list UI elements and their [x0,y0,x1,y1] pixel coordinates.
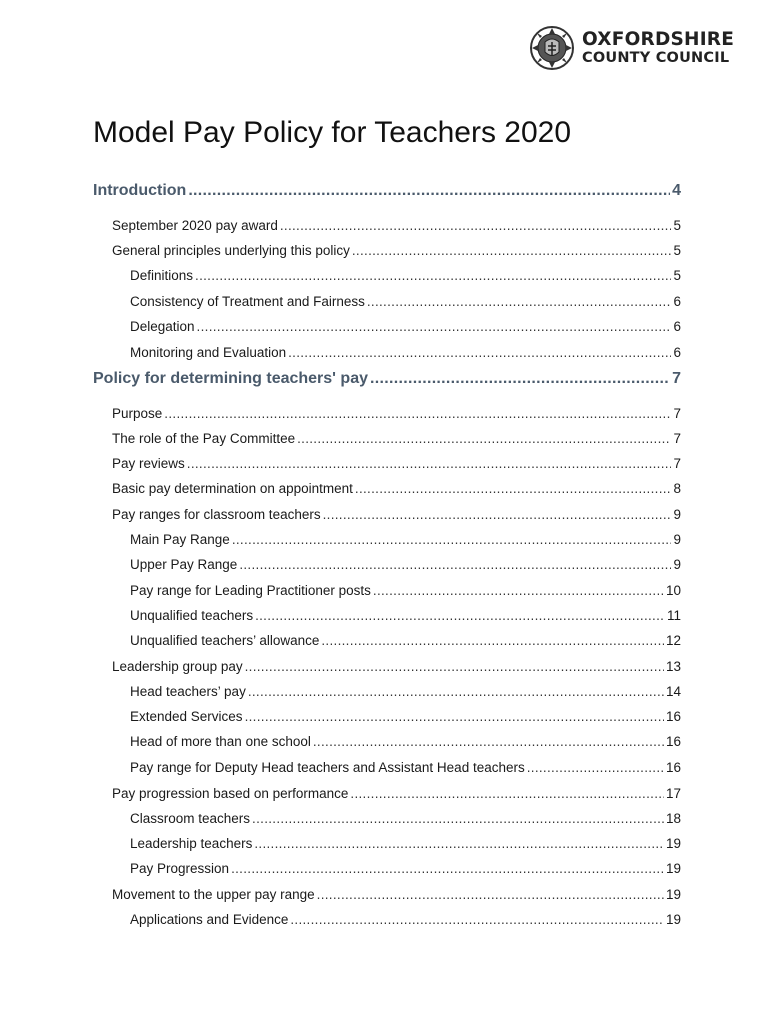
toc-entry-label: Pay ranges for classroom teachers [112,507,321,522]
toc-leader-dots [232,532,672,547]
toc-entry-page: 5 [673,218,681,233]
toc-entry-label: Basic pay determination on appointment [112,481,353,496]
toc-entry[interactable] [93,583,681,598]
toc-entry-page: 19 [665,836,681,851]
toc-entry-label: Pay range for Leading Practitioner posts [130,583,371,598]
toc-entry[interactable] [93,243,681,258]
toc-entry[interactable] [93,811,681,826]
toc-entry-label: Applications and Evidence [130,912,289,927]
toc-entry-label: Monitoring and Evaluation [130,345,287,360]
toc-entry-label: Unqualified teachers [130,608,254,623]
toc-leader-dots [367,294,672,309]
toc-entry-label: Classroom teachers [130,811,251,826]
toc-entry-label: Pay Progression [130,861,230,876]
toc-leader-dots [197,319,672,334]
toc-entry-page: 9 [673,507,681,522]
toc-entry-page: 16 [665,760,681,775]
toc-entry-page: 8 [673,481,681,496]
toc-entry[interactable] [93,507,681,522]
toc-entry-page: 19 [665,861,681,876]
toc-entry[interactable] [93,182,681,200]
toc-leader-dots [297,431,671,446]
logo-line-1: OXFORDSHIRE [582,28,735,50]
toc-entry-label: Delegation [130,319,195,334]
toc-entry-label: September 2020 pay award [112,218,278,233]
toc-leader-dots [373,583,664,598]
toc-entry-page: 14 [665,684,681,699]
toc-entry-label: Upper Pay Range [130,557,238,572]
toc-entry-page: 16 [665,709,681,724]
toc-leader-dots [527,760,664,775]
toc-entry[interactable] [93,608,681,623]
toc-leader-dots [290,912,664,927]
toc-leader-dots [317,887,664,902]
toc-leader-dots [350,786,664,801]
toc-leader-dots [248,684,664,699]
toc-entry[interactable] [93,319,681,334]
toc-leader-dots [288,345,671,360]
logo-line-2: COUNTY COUNCIL [582,50,730,66]
toc-entry-label: Movement to the upper pay range [112,887,315,902]
toc-leader-dots [239,557,671,572]
toc-leader-dots [352,243,672,258]
toc-entry-page: 6 [673,294,681,309]
toc-leader-dots [321,633,664,648]
toc-entry-page: 19 [665,912,681,927]
toc-entry[interactable] [93,861,681,876]
toc-leader-dots [355,481,672,496]
toc-entry[interactable] [93,836,681,851]
toc-entry-page: 11 [666,608,681,623]
toc-entry[interactable] [93,406,681,421]
toc-entry[interactable] [93,218,681,233]
toc-entry-label: The role of the Pay Committee [112,431,296,446]
toc-entry[interactable] [93,370,681,388]
toc-entry-label: Extended Services [130,709,243,724]
toc-entry-label: Leadership teachers [130,836,253,851]
toc-entry-label: Head teachers’ pay [130,684,246,699]
toc-leader-dots [255,608,665,623]
toc-leader-dots [187,456,672,471]
toc-entry-label: Consistency of Treatment and Fairness [130,294,365,309]
toc-entry[interactable] [93,734,681,749]
toc-entry-page: 7 [672,370,681,387]
toc-entry-label: Main Pay Range [130,532,230,547]
toc-entry-page: 9 [673,557,681,572]
toc-entry-page: 19 [665,887,681,902]
toc-entry-page: 4 [672,182,681,199]
toc-entry[interactable] [93,532,681,547]
toc-entry[interactable] [93,431,681,446]
toc-leader-dots [195,268,671,283]
council-logo [528,24,734,72]
toc-entry[interactable] [93,557,681,572]
toc-leader-dots [245,659,664,674]
toc-entry[interactable] [93,294,681,309]
toc-entry-label: Policy for determining teachers' pay [93,370,368,387]
toc-entry-label: Head of more than one school [130,734,311,749]
toc-entry[interactable] [93,345,681,360]
toc-entry-label: General principles underlying this policy [112,243,350,258]
toc-entry[interactable] [93,659,681,674]
toc-entry[interactable] [93,786,681,801]
toc-entry[interactable] [93,633,681,648]
document-title: Model Pay Policy for Teachers 2020 [93,116,572,149]
toc-entry[interactable] [93,268,681,283]
toc-leader-dots [323,507,672,522]
toc-entry-page: 6 [673,345,681,360]
toc-entry-page: 12 [665,633,681,648]
toc-entry[interactable] [93,456,681,471]
toc-entry[interactable] [93,760,681,775]
toc-entry[interactable] [93,912,681,927]
toc-entry-page: 17 [665,786,681,801]
toc-entry-page: 7 [673,406,681,421]
toc-entry-page: 7 [673,431,681,446]
toc-leader-dots [188,182,670,200]
toc-entry-label: Pay reviews [112,456,185,471]
toc-entry-label: Introduction [93,182,187,199]
toc-entry-label: Pay range for Deputy Head teachers and Assistant Head teachers [130,760,525,775]
toc-entry-page: 16 [665,734,681,749]
toc-leader-dots [254,836,664,851]
toc-leader-dots [252,811,664,826]
toc-leader-dots [164,406,671,421]
toc-entry-page: 5 [673,243,681,258]
toc-entry-label: Pay progression based on performance [112,786,349,801]
council-crest-icon [528,24,576,72]
toc-entry-label: Unqualified teachers’ allowance [130,633,320,648]
toc-entry-label: Definitions [130,268,194,283]
toc-entry-page: 18 [665,811,681,826]
toc-entry[interactable] [93,709,681,724]
toc-entry-page: 5 [673,268,681,283]
toc-entry[interactable] [93,481,681,496]
toc-leader-dots [313,734,664,749]
toc-entry[interactable] [93,887,681,902]
toc-entry-label: Leadership group pay [112,659,243,674]
toc-entry-page: 6 [673,319,681,334]
toc-leader-dots [280,218,672,233]
toc-leader-dots [245,709,664,724]
toc-entry[interactable] [93,684,681,699]
toc-entry-page: 7 [673,456,681,471]
toc-entry-page: 9 [673,532,681,547]
toc-entry-page: 10 [665,583,681,598]
toc-leader-dots [370,370,670,388]
toc-leader-dots [231,861,664,876]
toc-entry-page: 13 [665,659,681,674]
toc-entry-label: Purpose [112,406,163,421]
